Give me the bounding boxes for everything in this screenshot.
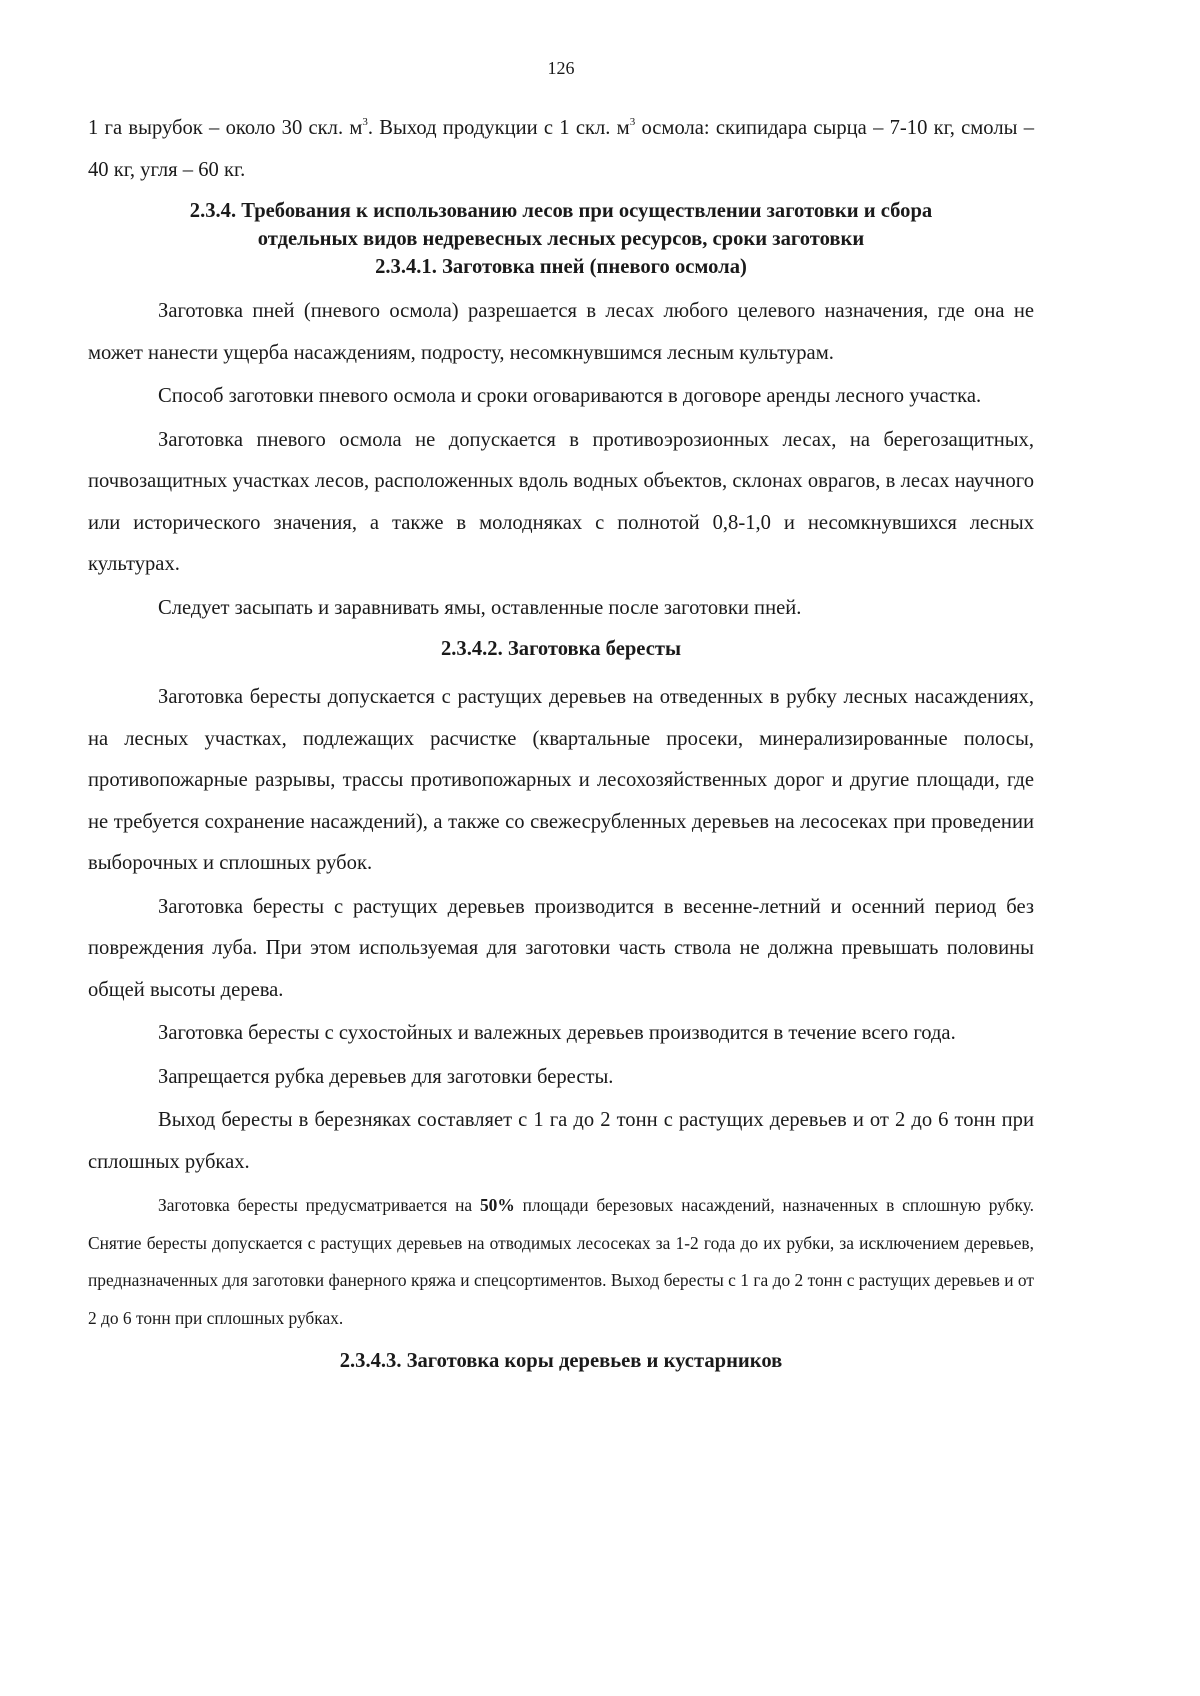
paragraph: Заготовка бересты с растущих деревьев производится в весенне-летний и осенний период без повреждения луба. При этом используемая для заготовки часть ствола не должна превышать половины общей высоты дерева.: [88, 895, 1034, 1001]
subsection-heading-2-3-4-3: 2.3.4.3. Заготовка коры деревьев и кустарников: [339, 1350, 783, 1372]
intro-text-c: осмола: скипидара сырца – 7-10 кг, смолы – 40 кг, угля – 60 кг.: [88, 117, 1034, 181]
subsection-heading-2-3-4-1: 2.3.4.1. Заготовка пней (пневого осмола): [375, 256, 747, 278]
paragraph: Способ заготовки пневого осмола и сроки оговариваются в договоре аренды лесного участка.: [158, 385, 982, 407]
paragraph: Следует засыпать и заравнивать ямы, оставленные после заготовки пней.: [158, 596, 802, 619]
superscript-cubic: 3: [362, 116, 368, 128]
intro-text-b: . Выход продукции с 1 скл. м: [367, 117, 630, 139]
page-content: [88, 108, 1034, 1389]
percent-value: 50%: [479, 1195, 515, 1215]
section-heading-line-1: 2.3.4. Требования к использованию лесов при осуществлении заготовки и сбора: [189, 200, 933, 222]
paragraph: Запрещается рубка деревьев для заготовки бересты.: [158, 1065, 614, 1088]
paragraph: Заготовка пней (пневого осмола) разрешается в лесах любого целевого назначения, где она не может нанести ущерба насаждениям, подросту, несомкнувшимся лесным культурам.: [88, 300, 1034, 364]
paragraph-small-print: [88, 1187, 1034, 1337]
small-text-before: Заготовка бересты предусматривается на: [158, 1195, 480, 1215]
page-number: 126: [547, 58, 575, 78]
paragraph: Заготовка бересты с сухостойных и валежных деревьев производится в течение всего года.: [158, 1022, 956, 1044]
subsection-heading-2-3-4-2: 2.3.4.2. Заготовка бересты: [440, 638, 682, 660]
paragraph: Заготовка бересты допускается с растущих деревьев на отведенных в рубку лесных насаждениях, на лесных участках, подлежащих расчистке (квартальные просеки, минерализированные полосы, противопожарные разрывы, трассы противопожарных и лесохозяйственных дорог и другие площади, где не требуется сохранение насаждений), а также со свежесрубленных деревьев на лесосеках при проведении выборочных и сплошных рубок.: [88, 686, 1034, 874]
paragraph: Заготовка пневого осмола не допускается в противоэрозионных лесах, на берегозащитных, почвозащитных участках лесов, расположенных вдоль водных объектов, склонах оврагов, в лесах научного или исторического значения, а также в молодняках с полнотой 0,8-1,0 и несомкнувшихся лесных культурах.: [88, 428, 1034, 575]
section-heading-2-3-4: [88, 197, 1034, 281]
document-page: [88, 0, 1034, 1696]
paragraph: Выход бересты в березняках составляет с 1 га до 2 тонн с растущих деревьев и от 2 до 6 тонн при сплошных рубках.: [88, 1109, 1034, 1173]
intro-text-a: 1 га вырубок – около 30 скл. м: [88, 117, 363, 139]
superscript-cubic: 3: [629, 116, 636, 128]
small-text-after: площади березовых насаждений, назначенных в сплошную рубку. Снятие бересты допускается с растущих деревьев на отводимых лесосеках за 1-2 года до их рубки, за исключением деревьев, предназначенных для заготовки фанерного кряжа и спецсортиментов. Выход бересты с 1 га до 2 тонн с растущих деревьев и от 2 до 6 тонн при сплошных рубках.: [88, 1195, 1035, 1328]
section-heading-line-2: отдельных видов недревесных лесных ресурсов, сроки заготовки: [257, 228, 865, 250]
intro-paragraph: [88, 108, 1034, 191]
